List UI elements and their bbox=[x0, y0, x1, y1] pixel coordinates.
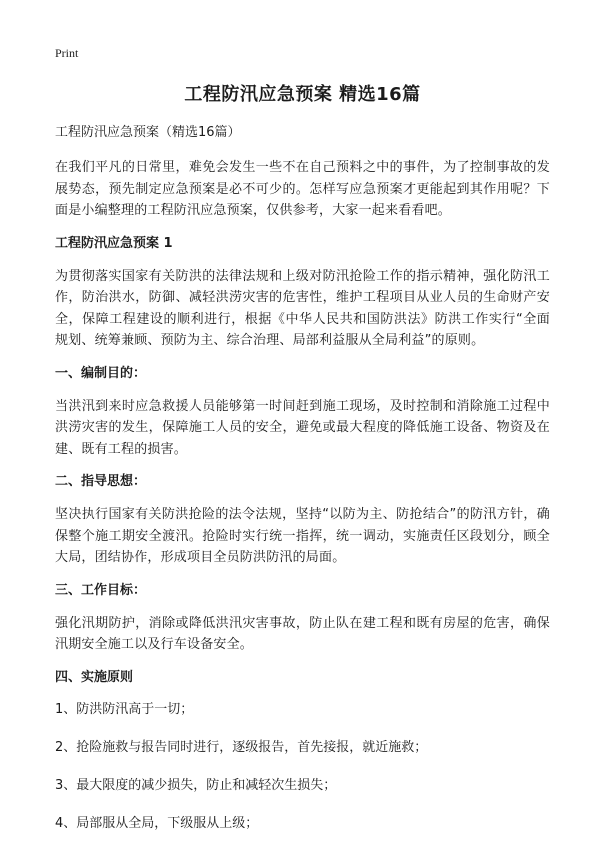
print-link[interactable]: Print bbox=[55, 46, 79, 60]
section-heading-plan-1: 工程防汛应急预案 1 bbox=[55, 235, 173, 251]
principle-item: 4、局部服从全局，下级服从上级； bbox=[55, 815, 259, 831]
section-heading-goal: 三、工作目标： bbox=[55, 582, 147, 598]
section-heading-purpose: 一、编制目的： bbox=[55, 365, 147, 381]
intro-paragraph: 在我们平凡的日常里，难免会发生一些不在自己预料之中的事件，为了控制事故的发展势态，预先制定应急预案是必不可少的。怎样写应急预案才更能起到其作用呢？下面是小编整理的工程防汛应急预案，仅供参考，大家一起来看看吧。 bbox=[55, 160, 550, 218]
guiding-paragraph: 坚决执行国家有关防洪抢险的法令法规，坚持“以防为主、防抢结合”的防汛方针，确保整个施工期安全渡汛。抢险时实行统一指挥，统一调动，实施责任区段划分，顾全大局，团结协作，形成项目全员防洪防汛的局面。 bbox=[55, 507, 550, 565]
section-heading-guiding: 二、指导思想： bbox=[55, 474, 147, 489]
document-body bbox=[55, 80, 550, 852]
section-heading-principles: 四、实施原则 bbox=[55, 669, 134, 685]
principle-item: 3、最大限度的减少损失，防止和减轻次生损失； bbox=[55, 777, 337, 793]
plan-1-paragraph: 为贯彻落实国家有关防洪的法律法规和上级对防汛抢险工作的指示精神，强化防汛工作，防治洪水，防御、减轻洪涝灾害的危害性，维护工程项目从业人员的生命财产安全，保障工程建设的顺利进行，根据《中华人民共和国防洪法》防洪工作实行“全面规划、统筹兼顾、预防为主、综合治理、局部利益服从全局利益”的原则。 bbox=[55, 268, 550, 348]
principle-item: 1、防洪防汛高于一切； bbox=[55, 701, 194, 717]
page-title: 工程防汛应急预案 精选16篇 bbox=[184, 84, 421, 105]
purpose-paragraph: 当洪汛到来时应急救援人员能够第一时间赶到施工现场，及时控制和消除施工过程中洪涝灾害的发生，保障施工人员的安全，避免或最大程度的降低施工设备、物资及在建、既有工程的损害。 bbox=[55, 398, 550, 457]
principle-item: 2、抢险施救与报告同时进行，逐级报告，首先接报，就近施救； bbox=[55, 739, 428, 755]
goal-paragraph: 强化汛期防护，消除或降低洪汛灾害事故，防止队在建工程和既有房屋的危害，确保汛期安全施工以及行车设备安全。 bbox=[55, 615, 550, 652]
document-subtitle: 工程防汛应急预案（精选16篇） bbox=[55, 125, 241, 140]
